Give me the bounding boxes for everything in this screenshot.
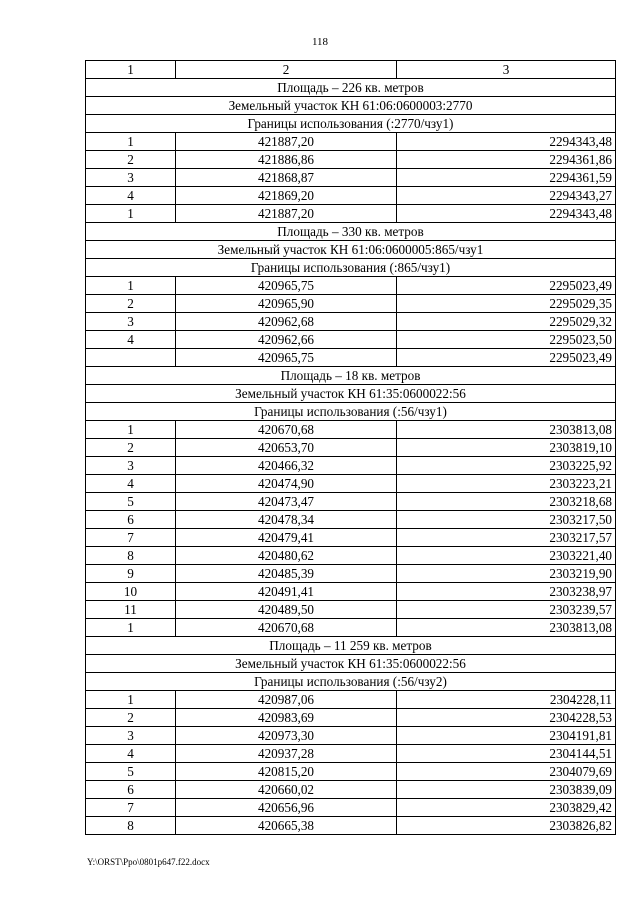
bounds-label: Границы использования (:2770/чзу1) xyxy=(86,115,616,133)
area-label-row xyxy=(86,367,616,385)
bounds-label: Границы использования (:56/чзу1) xyxy=(86,403,616,421)
point-number: 1 xyxy=(86,421,176,439)
page-number: 118 xyxy=(311,36,329,48)
point-number: 7 xyxy=(86,799,176,817)
x-coordinate: 420815,20 xyxy=(176,763,397,781)
plot-label-row xyxy=(86,655,616,673)
point-number: 11 xyxy=(86,601,176,619)
point-number: 9 xyxy=(86,565,176,583)
table-row xyxy=(86,277,616,295)
y-coordinate: 2303239,57 xyxy=(397,601,616,619)
point-number: 4 xyxy=(86,745,176,763)
table-row xyxy=(86,313,616,331)
y-coordinate: 2294343,48 xyxy=(397,205,616,223)
area-label-row xyxy=(86,79,616,97)
area-label: Площадь – 330 кв. метров xyxy=(86,223,616,241)
plot-label-row xyxy=(86,97,616,115)
point-number: 1 xyxy=(86,205,176,223)
point-number: 4 xyxy=(86,331,176,349)
y-coordinate: 2303219,90 xyxy=(397,565,616,583)
x-coordinate: 420473,47 xyxy=(176,493,397,511)
y-coordinate: 2303221,40 xyxy=(397,547,616,565)
point-number: 7 xyxy=(86,529,176,547)
y-coordinate: 2303813,08 xyxy=(397,421,616,439)
point-number: 8 xyxy=(86,547,176,565)
point-number: 1 xyxy=(86,133,176,151)
point-number: 1 xyxy=(86,619,176,637)
area-label: Площадь – 226 кв. метров xyxy=(86,79,616,97)
table-row xyxy=(86,745,616,763)
x-coordinate: 420973,30 xyxy=(176,727,397,745)
y-coordinate: 2294343,48 xyxy=(397,133,616,151)
x-coordinate: 420665,38 xyxy=(176,817,397,835)
point-number: 1 xyxy=(86,277,176,295)
x-coordinate: 420670,68 xyxy=(176,619,397,637)
y-coordinate: 2294361,59 xyxy=(397,169,616,187)
y-coordinate: 2303819,10 xyxy=(397,439,616,457)
plot-label: Земельный участок КН 61:35:0600022:56 xyxy=(86,385,616,403)
point-number: 6 xyxy=(86,511,176,529)
x-coordinate: 421886,86 xyxy=(176,151,397,169)
point-number: 3 xyxy=(86,457,176,475)
y-coordinate: 2303813,08 xyxy=(397,619,616,637)
point-number: 5 xyxy=(86,493,176,511)
y-coordinate: 2303217,50 xyxy=(397,511,616,529)
table-row xyxy=(86,331,616,349)
table-row xyxy=(86,601,616,619)
y-coordinate: 2304191,81 xyxy=(397,727,616,745)
x-coordinate: 420962,66 xyxy=(176,331,397,349)
y-coordinate: 2303225,92 xyxy=(397,457,616,475)
x-coordinate: 420965,75 xyxy=(176,277,397,295)
point-number: 2 xyxy=(86,295,176,313)
area-label-row xyxy=(86,637,616,655)
table-row xyxy=(86,547,616,565)
y-coordinate: 2303238,97 xyxy=(397,583,616,601)
point-number: 4 xyxy=(86,187,176,205)
y-coordinate: 2295029,32 xyxy=(397,313,616,331)
y-coordinate: 2294361,86 xyxy=(397,151,616,169)
table-row xyxy=(86,781,616,799)
table-row xyxy=(86,349,616,367)
point-number: 6 xyxy=(86,781,176,799)
bounds-label-row xyxy=(86,673,616,691)
plot-label: Земельный участок КН 61:06:0600003:2770 xyxy=(86,97,616,115)
bounds-label-row xyxy=(86,259,616,277)
table-row xyxy=(86,619,616,637)
point-number: 1 xyxy=(86,691,176,709)
table-row xyxy=(86,529,616,547)
y-coordinate: 2303829,42 xyxy=(397,799,616,817)
table-row xyxy=(86,151,616,169)
point-number: 2 xyxy=(86,709,176,727)
table-row xyxy=(86,439,616,457)
y-coordinate: 2304079,69 xyxy=(397,763,616,781)
x-coordinate: 420965,90 xyxy=(176,295,397,313)
header-row xyxy=(86,61,616,79)
x-coordinate: 421869,20 xyxy=(176,187,397,205)
plot-label-row xyxy=(86,241,616,259)
x-coordinate: 420653,70 xyxy=(176,439,397,457)
point-number: 4 xyxy=(86,475,176,493)
y-coordinate: 2303826,82 xyxy=(397,817,616,835)
table-row xyxy=(86,295,616,313)
y-coordinate: 2303223,21 xyxy=(397,475,616,493)
bounds-label-row xyxy=(86,115,616,133)
y-coordinate: 2304228,53 xyxy=(397,709,616,727)
bounds-label: Границы использования (:56/чзу2) xyxy=(86,673,616,691)
x-coordinate: 420660,02 xyxy=(176,781,397,799)
table-row xyxy=(86,421,616,439)
table-row xyxy=(86,565,616,583)
plot-label-row xyxy=(86,385,616,403)
y-coordinate: 2295023,49 xyxy=(397,277,616,295)
y-coordinate: 2303839,09 xyxy=(397,781,616,799)
y-coordinate: 2295023,49 xyxy=(397,349,616,367)
point-number: 5 xyxy=(86,763,176,781)
table-row xyxy=(86,727,616,745)
point-number xyxy=(86,349,176,367)
x-coordinate: 420491,41 xyxy=(176,583,397,601)
table-row xyxy=(86,169,616,187)
coordinates-table-body xyxy=(86,61,616,835)
table-row xyxy=(86,133,616,151)
bounds-label-row xyxy=(86,403,616,421)
point-number: 8 xyxy=(86,817,176,835)
x-coordinate: 420987,06 xyxy=(176,691,397,709)
header-col-3: 3 xyxy=(397,61,616,79)
x-coordinate: 420466,32 xyxy=(176,457,397,475)
point-number: 3 xyxy=(86,313,176,331)
point-number: 3 xyxy=(86,169,176,187)
area-label: Площадь – 11 259 кв. метров xyxy=(86,637,616,655)
y-coordinate: 2295029,35 xyxy=(397,295,616,313)
plot-label: Земельный участок КН 61:35:0600022:56 xyxy=(86,655,616,673)
footer-file-path: Y:\ORST\Ppo\0801p647.f22.docx xyxy=(87,857,210,867)
x-coordinate: 420670,68 xyxy=(176,421,397,439)
x-coordinate: 420478,34 xyxy=(176,511,397,529)
header-col-2: 2 xyxy=(176,61,397,79)
table-row xyxy=(86,511,616,529)
y-coordinate: 2303218,68 xyxy=(397,493,616,511)
table-row xyxy=(86,493,616,511)
x-coordinate: 420474,90 xyxy=(176,475,397,493)
x-coordinate: 420937,28 xyxy=(176,745,397,763)
y-coordinate: 2304144,51 xyxy=(397,745,616,763)
x-coordinate: 421868,87 xyxy=(176,169,397,187)
table-row xyxy=(86,799,616,817)
bounds-label: Границы использования (:865/чзу1) xyxy=(86,259,616,277)
y-coordinate: 2303217,57 xyxy=(397,529,616,547)
table-row xyxy=(86,205,616,223)
table-row xyxy=(86,457,616,475)
table-row xyxy=(86,763,616,781)
x-coordinate: 420485,39 xyxy=(176,565,397,583)
y-coordinate: 2304228,11 xyxy=(397,691,616,709)
header-col-1: 1 xyxy=(86,61,176,79)
x-coordinate: 420965,75 xyxy=(176,349,397,367)
x-coordinate: 420656,96 xyxy=(176,799,397,817)
area-label-row xyxy=(86,223,616,241)
y-coordinate: 2294343,27 xyxy=(397,187,616,205)
table-row xyxy=(86,187,616,205)
point-number: 10 xyxy=(86,583,176,601)
table-row xyxy=(86,817,616,835)
point-number: 2 xyxy=(86,439,176,457)
point-number: 2 xyxy=(86,151,176,169)
table-row xyxy=(86,475,616,493)
x-coordinate: 420480,62 xyxy=(176,547,397,565)
y-coordinate: 2295023,50 xyxy=(397,331,616,349)
plot-label: Земельный участок КН 61:06:0600005:865/чзу1 xyxy=(86,241,616,259)
x-coordinate: 421887,20 xyxy=(176,133,397,151)
point-number: 3 xyxy=(86,727,176,745)
x-coordinate: 420983,69 xyxy=(176,709,397,727)
x-coordinate: 420489,50 xyxy=(176,601,397,619)
table-row xyxy=(86,691,616,709)
area-label: Площадь – 18 кв. метров xyxy=(86,367,616,385)
x-coordinate: 421887,20 xyxy=(176,205,397,223)
table-row xyxy=(86,583,616,601)
table-row xyxy=(86,709,616,727)
x-coordinate: 420962,68 xyxy=(176,313,397,331)
coordinates-table xyxy=(85,60,616,835)
x-coordinate: 420479,41 xyxy=(176,529,397,547)
